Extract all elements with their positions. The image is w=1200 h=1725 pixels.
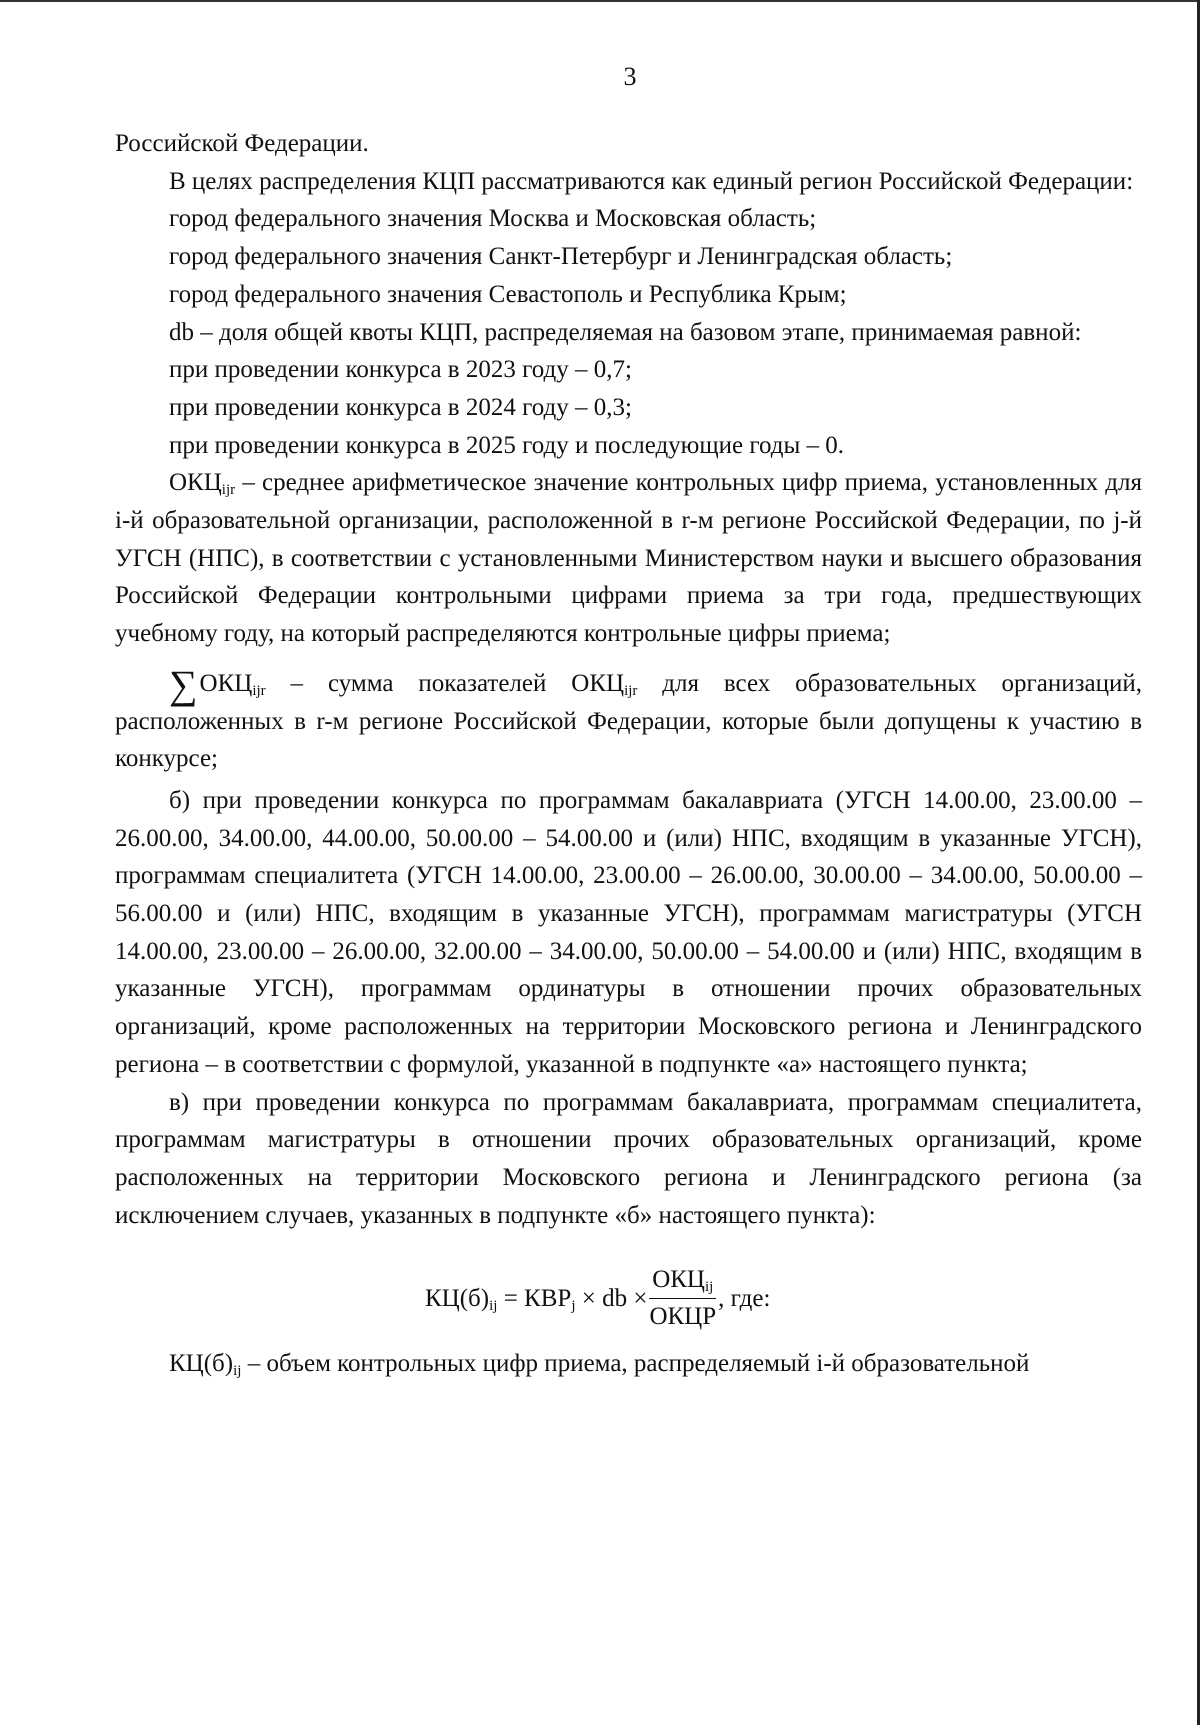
formula-tail: , где: [718, 1285, 771, 1313]
formula-denominator: ОКЦР [649, 1303, 717, 1331]
document-body [115, 125, 1142, 1383]
paragraph-sum-okc [115, 661, 1142, 778]
list-item-spb: город федерального значения Санкт-Петербург и Ленинградская область; [169, 243, 953, 271]
paragraph-okc [115, 464, 1142, 653]
sum-definition-rest: для всех образовательных организаций, расположенных в r-м регионе Российской Федерации, которые были допущены к участию в конкурсе; [115, 669, 1142, 773]
sum-okc-subscript-2: ijr [624, 682, 638, 699]
formula-lhs [425, 1280, 647, 1318]
paragraph-v: в) при проведении конкурса по программам бакалавриата, программам специалитета, программам магистратуры в отношении прочих образовательных организаций, кроме расположенных на территории Московского региона и Ленинградского региона (за исключением случаев, указанных в подпункте «б» настоящего пункта): [115, 1088, 1142, 1229]
formula-lhs-symbol: КЦ(б) [425, 1285, 490, 1313]
okc-subscript: ijr [221, 482, 236, 499]
kc-b-symbol: КЦ(б) [169, 1350, 234, 1378]
formula-block [115, 1234, 1142, 1339]
sum-sign: ∑ [169, 661, 198, 707]
formula-numerator-subscript: ij [705, 1279, 714, 1296]
formula-kc-b [425, 1264, 770, 1333]
okc-definition: – среднее арифметическое значение контрольных цифр приема, установленных для i-й образовательной организации, расположенной в r-м регионе Российской Федерации, по j-й УГСН (НПС), в соответствии с установленными Министерством науки и высшего образования Российской Федерации контрольными цифрами приема за три года, предшествующих учебному году, на который распределяются контрольные цифры приема; [115, 469, 1142, 648]
page-number: 3 [623, 62, 637, 91]
list-item-2025: при проведении конкурса в 2025 году и последующие годы – 0. [169, 431, 845, 459]
sum-definition-mid: – сумма показателей [265, 669, 572, 697]
formula-numerator [649, 1264, 716, 1299]
list-item-moscow: город федерального значения Москва и Московская область; [169, 205, 817, 233]
paragraph-2: В целях распределения КЦП рассматриваются как единый регион Российской Федерации: [169, 167, 1134, 195]
paragraph-1: Российской Федерации. [115, 130, 369, 157]
formula-fraction [649, 1264, 716, 1333]
paragraph-db: db – доля общей квоты КЦП, распределяемая на базовом этапе, принимаемая равной: [169, 318, 1082, 346]
formula-mult-db: × db × [575, 1285, 648, 1313]
scan-edge-top [0, 0, 1200, 2]
formula-numerator-symbol: ОКЦ [652, 1266, 705, 1294]
list-item-2023: при проведении конкурса в 2023 году – 0,7; [169, 356, 632, 384]
sum-okc-symbol: ОКЦ [199, 669, 253, 697]
formula-lhs-subscript: ij [489, 1298, 498, 1315]
formula-equals-kvr: = КВР [497, 1285, 572, 1313]
list-item-2024: при проведении конкурса в 2024 году – 0,3; [169, 393, 632, 421]
paragraph-kc-b-definition [115, 1345, 1142, 1383]
okc-symbol: ОКЦ [169, 469, 222, 497]
list-item-sevastopol: город федерального значения Севастополь и Республика Крым; [169, 280, 847, 308]
formula-kvr-subscript: j [571, 1298, 576, 1315]
paragraph-b: б) при проведении конкурса по программам бакалавриата (УГСН 14.00.00, 23.00.00 – 26.00.00, 34.00.00, 44.00.00, 50.00.00 – 54.00.00 и (или) НПС, входящим в указанные УГСН), программам специалитета (УГСН 14.00.00, 23.00.00 – 26.00.00, 30.00.00 – 34.00.00, 50.00.00 – 56.00.00 и (или) НПС, входящим в указанные УГСН), программам магистратуры (УГСН 14.00.00, 23.00.00 – 26.00.00, 32.00.00 – 34.00.00, 50.00.00 – 54.00.00 и (или) НПС, входящим в указанные УГСН), программам ординатуры в отношении прочих образовательных организаций, кроме расположенных на территории Московского региона и Ленинградского региона – в соответствии с формулой, указанной в подпункте «а» настоящего пункта; [115, 786, 1142, 1078]
kc-b-definition: – объем контрольных цифр приема, распределяемый i-й образовательной [241, 1350, 1030, 1378]
kc-b-subscript: ij [233, 1363, 242, 1380]
sum-okc-subscript: ijr [252, 682, 266, 699]
sum-okc-symbol-2: ОКЦ [571, 669, 625, 697]
